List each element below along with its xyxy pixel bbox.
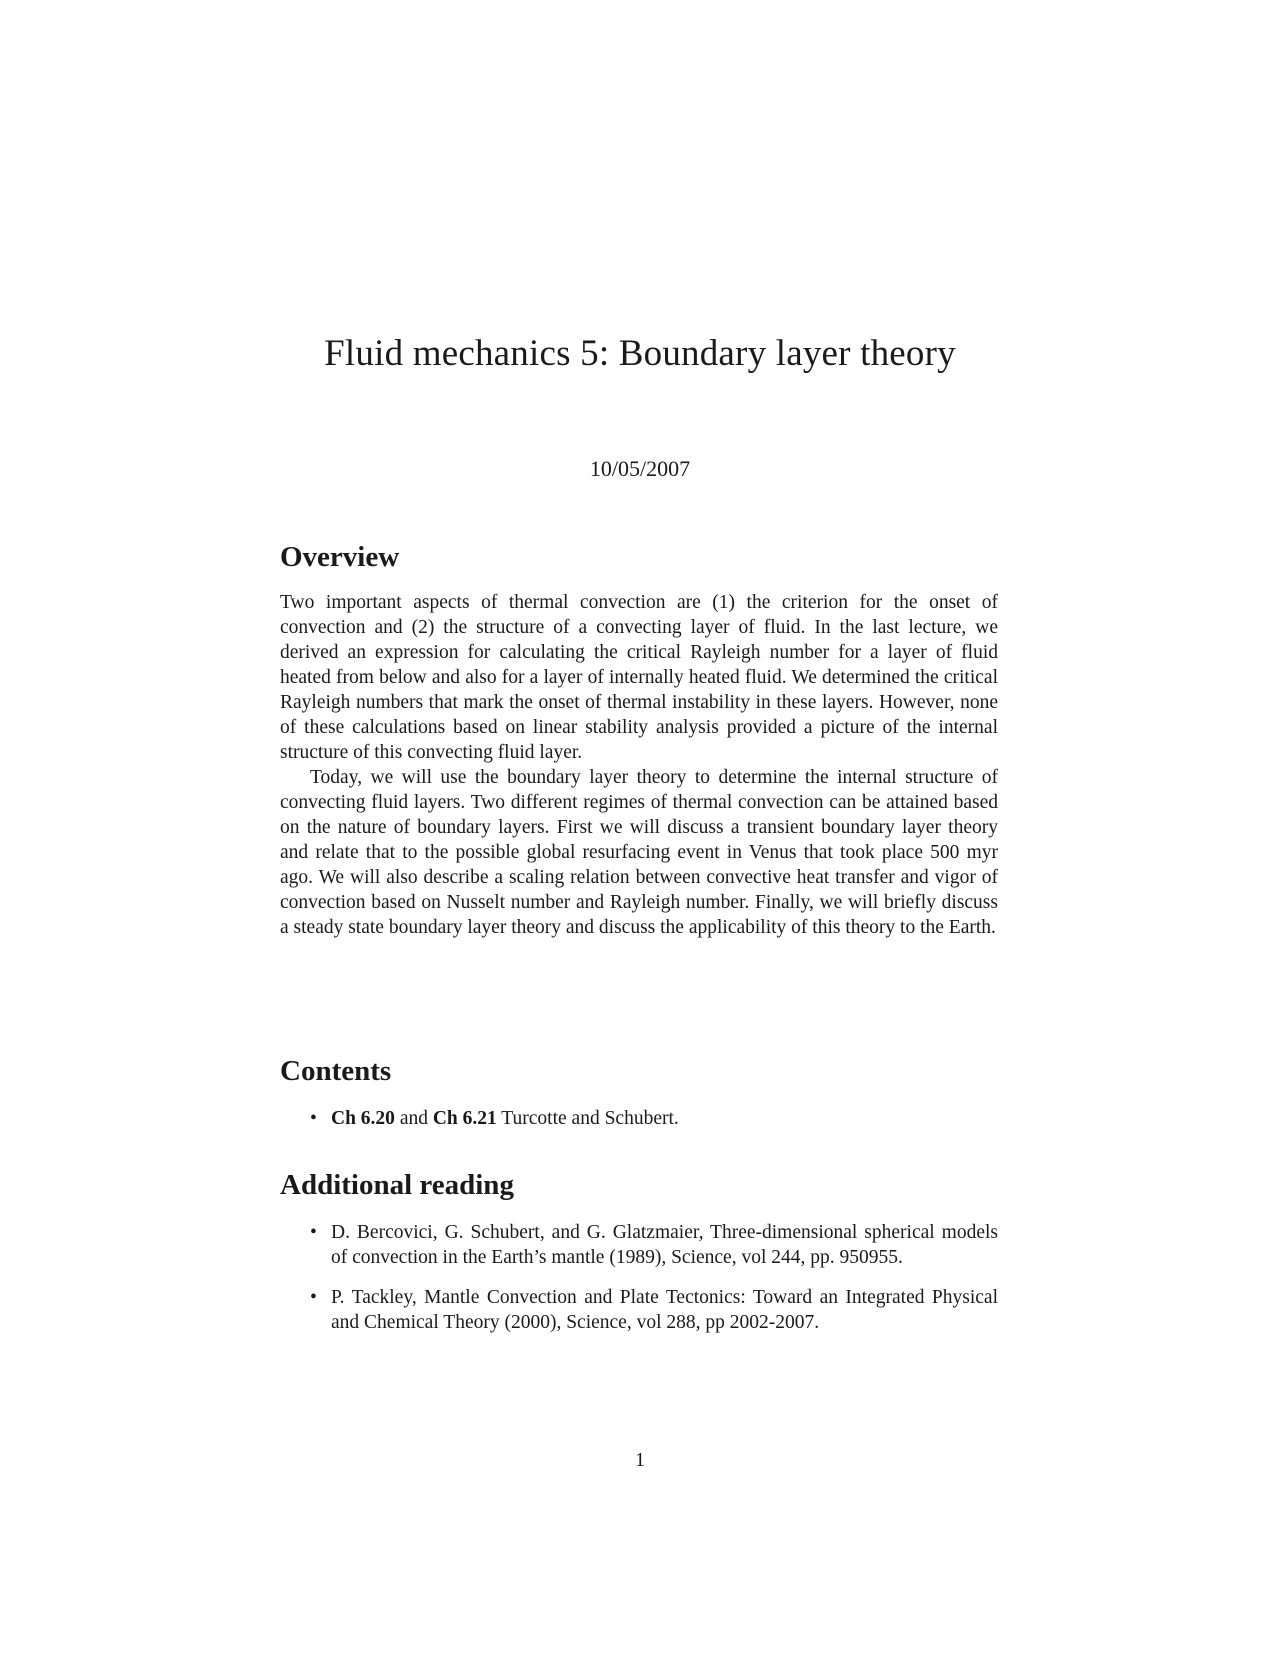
reference-text: P. Tackley, Mantle Convection and Plate Tectonics: Toward an Integrated Physical and Chemical Theory (2000), Science, vol 288, pp 2002-2007. (331, 1287, 998, 1333)
overview-section (280, 540, 998, 940)
bullet-icon: • (310, 1108, 317, 1129)
list-item (280, 1106, 998, 1131)
overview-paragraph-1: Two important aspects of thermal convection are (1) the criterion for the onset of convection and (2) the structure of a convecting layer of fluid. In the last lecture, we derived an expression for calculating the critical Rayleigh number for a layer of fluid heated from below and also for a layer of internally heated fluid. We determined the critical Rayleigh numbers that mark the onset of thermal instability in these layers. However, none of these calculations based on linear stability analysis provided a picture of the internal structure of this convecting fluid layer. (280, 592, 998, 763)
contents-list (280, 1106, 998, 1131)
chapter-ref-2: Ch 6.21 (432, 1108, 497, 1129)
document-date: 10/05/2007 (589, 456, 691, 481)
reference-text: D. Bercovici, G. Schubert, and G. Glatzmaier, Three-dimensional spherical models of convection in the Earth’s mantle (1989), Science, vol 244, pp. 950955. (331, 1222, 998, 1268)
section-heading-additional-reading: Additional reading (280, 1169, 514, 1201)
list-item (280, 1285, 998, 1335)
contents-section (280, 1054, 998, 1131)
chapter-ref-source: Turcotte and Schubert. (496, 1108, 679, 1129)
page-number: 1 (635, 1449, 645, 1471)
section-heading-overview: Overview (280, 541, 400, 573)
overview-paragraph-2: Today, we will use the boundary layer theory to determine the internal structure of convecting fluid layers. Two different regimes of thermal convection can be attained based on the nature of boundary layers. First we will discuss a transient boundary layer theory and relate that to the possible global resurfacing event in Venus that took place 500 myr ago. We will also describe a scaling relation between convective heat transfer and vigor of convection based on Nusselt number and Rayleigh number. Finally, we will briefly discuss a steady state boundary layer theory and discuss the applicability of this theory to the Earth. (280, 767, 998, 938)
section-heading-contents: Contents (280, 1055, 392, 1087)
reading-list (280, 1220, 998, 1335)
document-title: Fluid mechanics 5: Boundary layer theory (324, 333, 956, 374)
additional-reading-section (280, 1168, 998, 1335)
chapter-ref-1: Ch 6.20 (331, 1108, 395, 1129)
list-item (280, 1220, 998, 1270)
bullet-icon: • (310, 1287, 317, 1308)
chapter-ref-joiner: and (394, 1108, 433, 1129)
bullet-icon: • (310, 1222, 317, 1243)
